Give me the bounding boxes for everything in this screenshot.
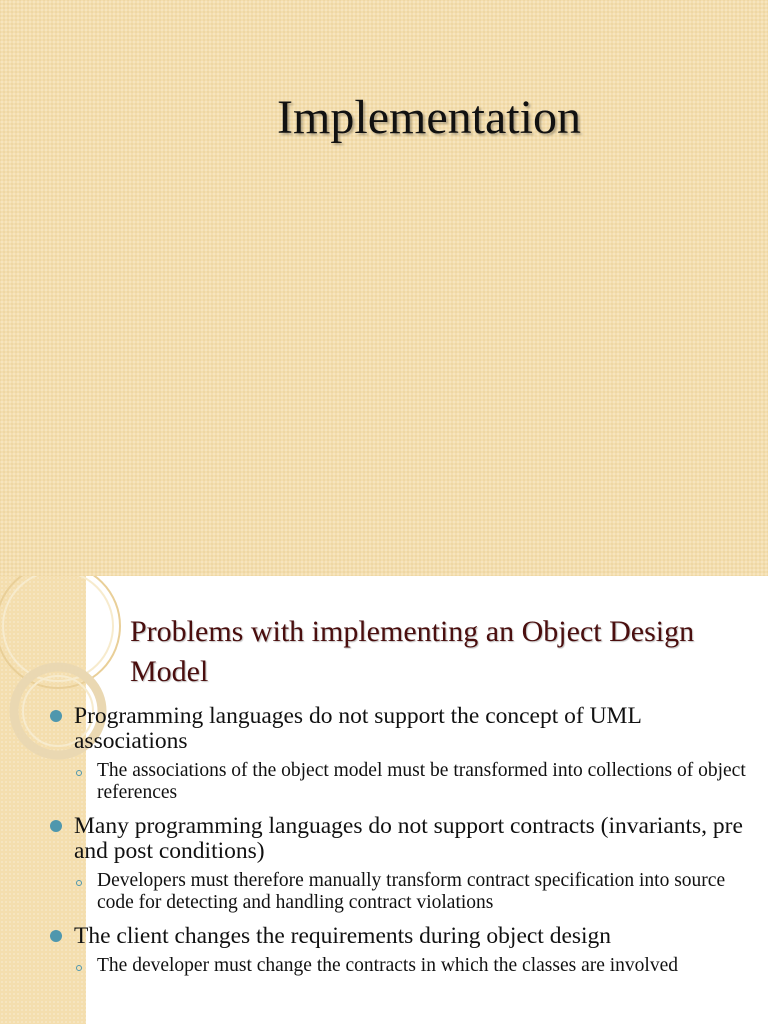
bullet-item: Programming languages do not support the concept of UML associations (0, 704, 768, 754)
bullet-dot-icon (50, 710, 62, 722)
bullet-item: Many programming languages do not support contracts (invariants, pre and post conditions) (0, 814, 768, 864)
bullet-list (0, 704, 768, 987)
sub-bullet-ring-icon (76, 770, 82, 776)
bullet-dot-icon (50, 820, 62, 832)
sub-bullet-item: The developer must change the contracts in which the classes are involved (0, 955, 768, 977)
slide-title: Problems with implementing an Object Design Model (130, 615, 695, 688)
bullet-group (0, 814, 768, 914)
bullet-group (0, 924, 768, 977)
slide-2 (0, 576, 768, 1024)
bullet-item: The client changes the requirements during object design (0, 924, 768, 949)
bullet-dot-icon (50, 930, 62, 942)
bullet-group (0, 704, 768, 804)
sub-bullet-item: Developers must therefore manually transform contract specification into source code for detecting and handling contract violations (0, 870, 768, 914)
slide-title: Implementation (277, 91, 581, 144)
sub-bullet-ring-icon (76, 880, 82, 886)
sub-bullet-ring-icon (76, 965, 82, 971)
sub-bullet-item: The associations of the object model must be transformed into collections of object references (0, 760, 768, 804)
